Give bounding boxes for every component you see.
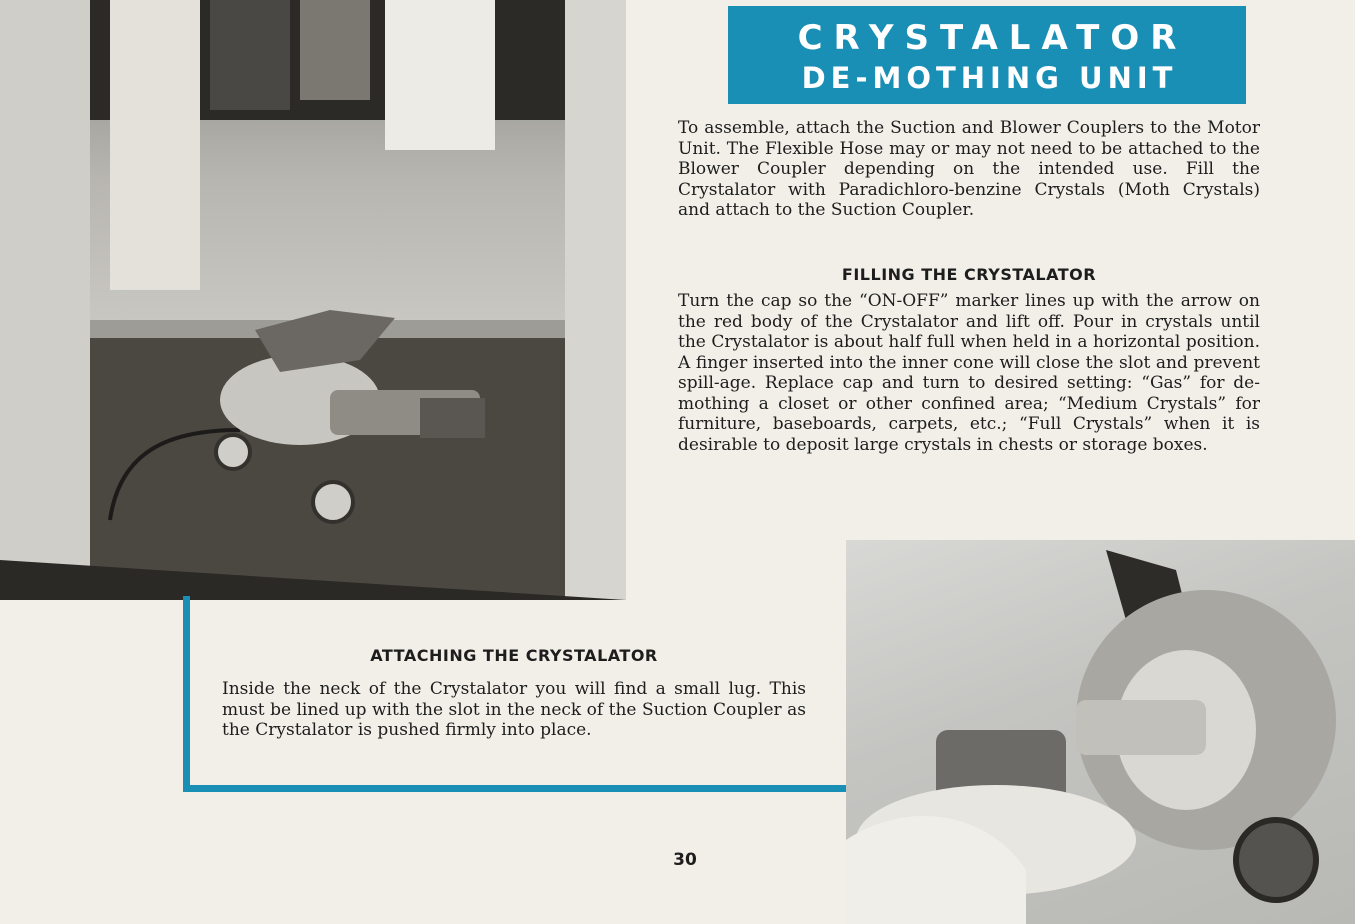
photo-attaching-crystalator <box>846 540 1355 924</box>
intro-paragraph: To assemble, attach the Suction and Blower Couplers to the Motor Unit. The Flexible Hose may or may not need to be attached to the Blower Coupler depending on the intended use. Fill the Crystalator with Paradichloro-benzine Crystals (Moth Crystals) and attach to the Suction Coupler. <box>678 118 1260 220</box>
subtitle-de-mothing-unit: DE-MOTHING UNIT <box>801 61 1178 95</box>
closet-photo-illustration <box>0 0 626 600</box>
attaching-paragraph: Inside the neck of the Crystalator you will find a small lug. This must be lined up with the slot in the neck of the Suction Coupler as the Crystalator is pushed firmly into place. <box>222 679 806 740</box>
photo-crystalator-in-closet <box>0 0 626 600</box>
title-crystalator: CRYSTALATOR <box>797 18 1188 58</box>
filling-heading: FILLING THE CRYSTALATOR <box>841 265 1097 284</box>
filling-paragraph: Turn the cap so the “ON-OFF” marker lines up with the arrow on the red body of the Crystalator and lift off. Pour in crystals until the Crystalator is about half full when held in a horizontal position. A finger inserted into the inner cone will close the slot and prevent spill-age. Replace cap and turn to desired setting: “Gas” for de-mothing a closet or other confined area; “Medium Crystals” for furniture, baseboards, carpets, etc.; “Full Crystals” when it is desirable to deposit large crystals in chests or storage boxes. <box>678 291 1260 455</box>
attaching-photo-illustration <box>846 540 1355 924</box>
title-banner <box>728 6 1246 104</box>
attaching-heading: ATTACHING THE CRYSTALATOR <box>370 646 658 665</box>
page-number: 30 <box>673 850 697 870</box>
